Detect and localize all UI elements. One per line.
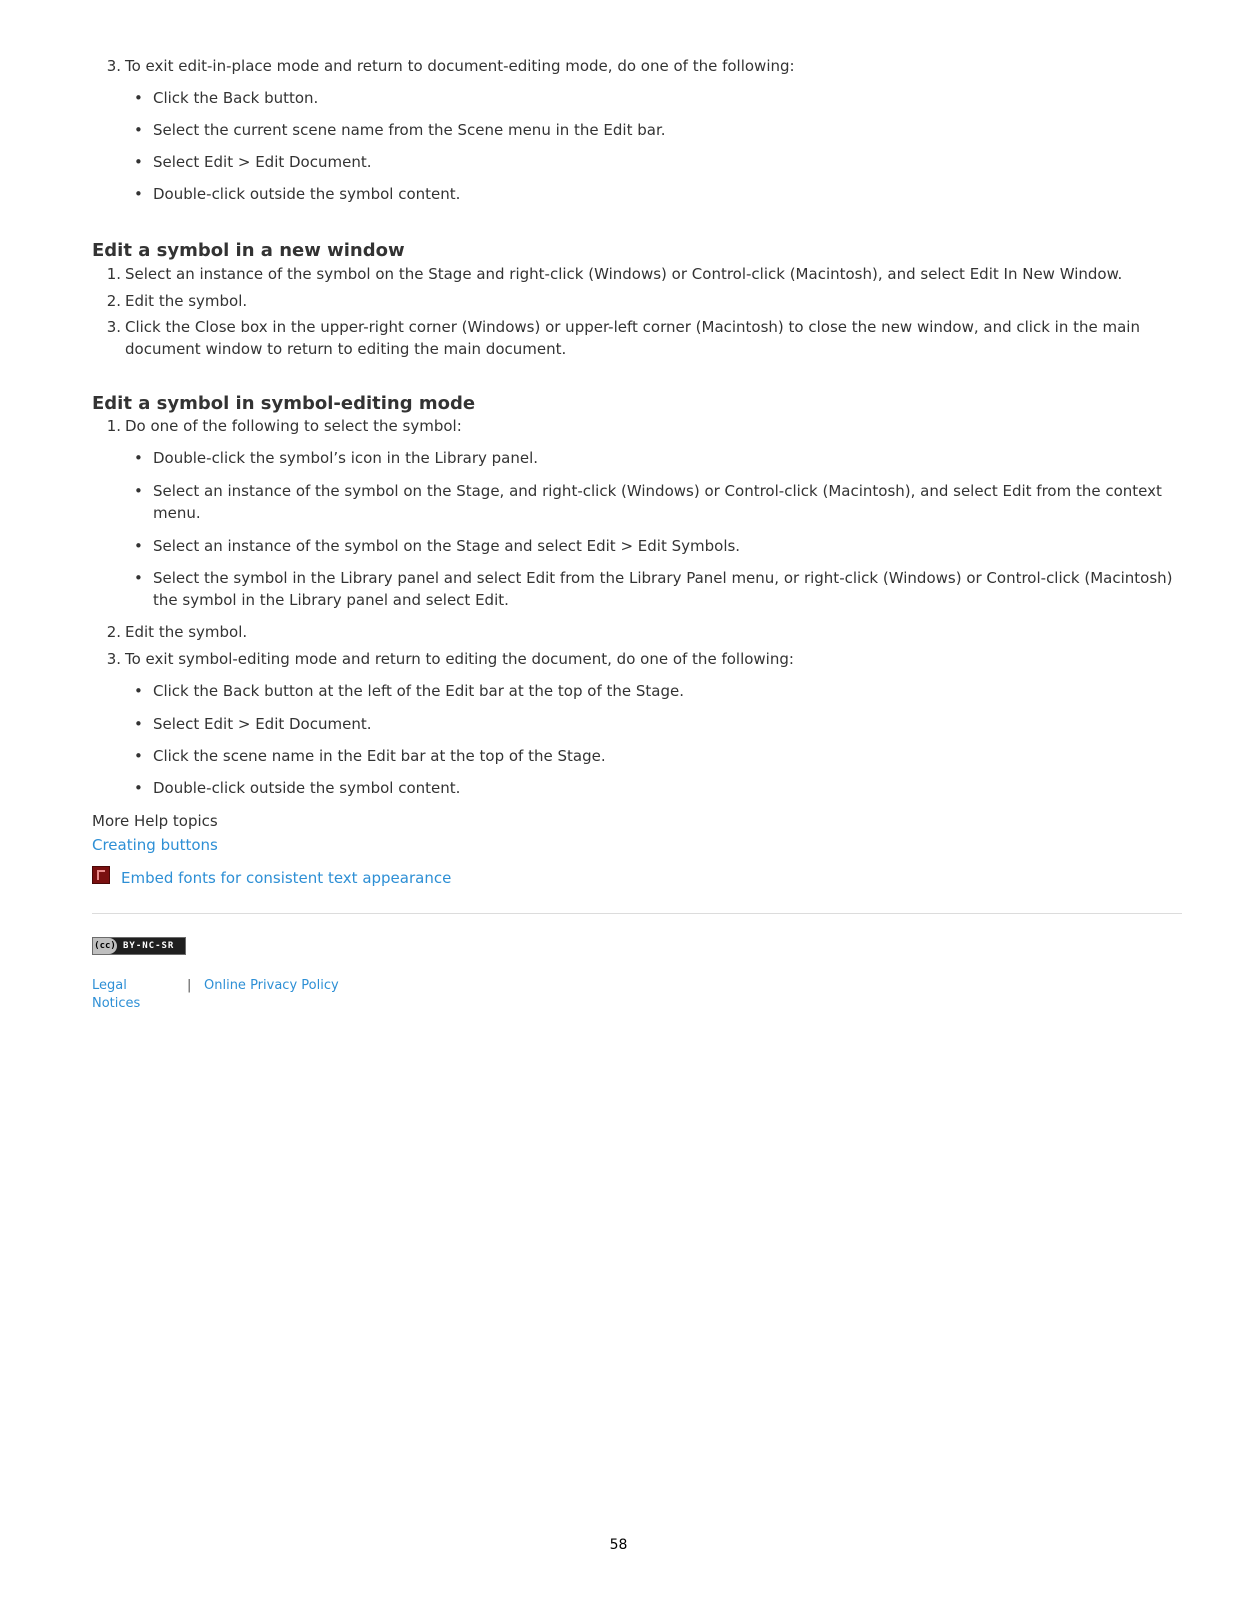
- step-text: Edit the symbol.: [125, 623, 248, 641]
- bullet-text: Select Edit > Edit Document.: [153, 153, 372, 171]
- bullet-icon: •: [134, 747, 143, 765]
- bullet-icon: •: [134, 185, 143, 203]
- bullet-text: Select the symbol in the Library panel and select Edit from the Library Panel menu, or right-click (Windows) or Control-click (Macintosh) the symbol in the Library panel and select Edit.: [153, 569, 1173, 609]
- bullet-icon: •: [134, 482, 143, 500]
- cc-icon: (cc): [93, 938, 117, 954]
- step-number: 3.: [106, 318, 121, 336]
- cc-license-badge[interactable]: [92, 937, 186, 955]
- step-number: 3.: [106, 650, 121, 668]
- step-number: 3.: [106, 57, 121, 75]
- bullet-text: Click the Back button at the left of the Edit bar at the top of the Stage.: [153, 682, 684, 700]
- bullet-icon: •: [134, 153, 143, 171]
- bullet-icon: •: [134, 569, 143, 587]
- step-text: To exit symbol-editing mode and return to editing the document, do one of the following:: [125, 650, 794, 668]
- step-number: 2.: [106, 623, 121, 641]
- bullet-text: Double-click the symbol’s icon in the Library panel.: [153, 449, 539, 467]
- bullet-text: Click the Back button.: [153, 89, 319, 107]
- bullet-text: Select an instance of the symbol on the Stage, and right-click (Windows) or Control-click (Macintosh), and select Edit from the context menu.: [153, 482, 1162, 522]
- bullet-text: Select the current scene name from the Scene menu in the Edit bar.: [153, 121, 666, 139]
- divider: [92, 913, 1182, 914]
- step-text: Select an instance of the symbol on the Stage and right-click (Windows) or Control-click (Macintosh), and select Edit In New Window.: [125, 265, 1123, 283]
- step-number: 2.: [106, 292, 121, 310]
- step-number: 1.: [106, 265, 121, 283]
- step-text: Edit the symbol.: [125, 292, 248, 310]
- bullet-icon: •: [134, 537, 143, 555]
- bullet-icon: •: [134, 715, 143, 733]
- flash-app-icon: [92, 866, 110, 884]
- license-terms: BY-NC-SR: [123, 941, 175, 951]
- section-heading: Edit a symbol in a new window: [92, 240, 405, 261]
- bullet-icon: •: [134, 682, 143, 700]
- link-embed-fonts[interactable]: Embed fonts for consistent text appearance: [121, 869, 452, 887]
- bullet-text: Select Edit > Edit Document.: [153, 715, 372, 733]
- bullet-icon: •: [134, 121, 143, 139]
- bullet-icon: •: [134, 779, 143, 797]
- bullet-text: Double-click outside the symbol content.: [153, 779, 461, 797]
- bullet-text: Double-click outside the symbol content.: [153, 185, 461, 203]
- step-number: 1.: [106, 417, 121, 435]
- section-heading: Edit a symbol in symbol-editing mode: [92, 393, 476, 414]
- step-text: Click the Close box in the upper-right corner (Windows) or upper-left corner (Macintosh) to close the new window, and click in the main document window to return to editing the main document.: [125, 318, 1140, 358]
- more-help-label: More Help topics: [92, 812, 218, 830]
- bullet-text: Select an instance of the symbol on the Stage and select Edit > Edit Symbols.: [153, 537, 741, 555]
- bullet-icon: •: [134, 449, 143, 467]
- step-text: To exit edit-in-place mode and return to document-editing mode, do one of the following:: [125, 57, 795, 75]
- link-creating-buttons[interactable]: Creating buttons: [92, 836, 218, 854]
- bullet-text: Click the scene name in the Edit bar at the top of the Stage.: [153, 747, 606, 765]
- bullet-icon: •: [134, 89, 143, 107]
- step-text: Do one of the following to select the symbol:: [125, 417, 462, 435]
- legal-notices-link[interactable]: Legal Notices: [92, 978, 141, 1011]
- privacy-policy-link[interactable]: Online Privacy Policy: [204, 978, 339, 993]
- footer-separator: |: [187, 978, 192, 993]
- page-number: 58: [609, 1537, 628, 1553]
